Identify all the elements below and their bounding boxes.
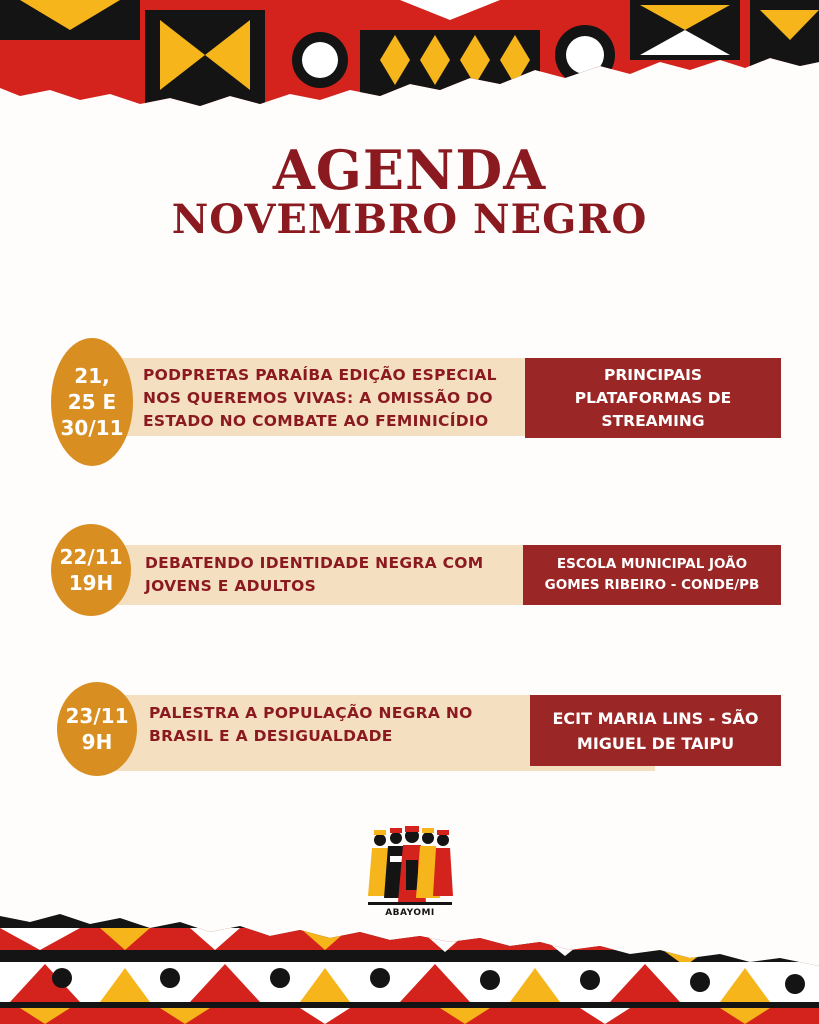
date-line: 19H [68, 571, 114, 595]
event-title [149, 702, 473, 748]
date-line: 23/11 [65, 704, 129, 728]
date-line: 25 E [67, 390, 117, 414]
date-line: 22/11 [59, 545, 123, 569]
event-title-line: PODPRETAS PARAÍBA EDIÇÃO ESPECIAL [143, 366, 497, 384]
event-title [145, 552, 483, 598]
logo-name: ABAYOMI [385, 908, 435, 918]
date-line: 9H [81, 730, 113, 754]
top-pattern-graphic [0, 0, 819, 110]
location-line: ESCOLA MUNICIPAL JOÃO [556, 556, 748, 572]
bottom-pattern-graphic [0, 908, 819, 1024]
location-line: STREAMING [601, 411, 705, 430]
event-title-line: PALESTRA A POPULAÇÃO NEGRA NO [149, 704, 473, 722]
location-line: PLATAFORMAS DE [574, 388, 732, 407]
date-line: 30/11 [60, 416, 124, 440]
top-fabric-pattern [0, 0, 819, 110]
page-subtitle: NOVEMBRO NEGRO [171, 196, 648, 243]
event-title-line: BRASIL E A DESIGUALDADE [149, 727, 393, 745]
event-title-line: JOVENS E ADULTOS [145, 577, 317, 595]
location-line: PRINCIPAIS [603, 365, 703, 384]
event-title [143, 364, 497, 433]
event-location [525, 358, 781, 438]
event-location [530, 695, 781, 766]
date-badge [51, 524, 131, 616]
abayomi-dolls-icon [366, 826, 454, 910]
location-line: GOMES RIBEIRO - CONDE/PB [544, 577, 760, 593]
event-location [523, 545, 781, 605]
date-line: 21, [74, 364, 110, 388]
bottom-fabric-pattern [0, 908, 819, 1024]
location-line: ECIT MARIA LINS - SÃO [552, 708, 759, 728]
page-title: AGENDA [272, 138, 547, 202]
date-badge [51, 338, 133, 466]
event-title-line: ESTADO NO COMBATE AO FEMINICÍDIO [143, 412, 489, 430]
event-title-line: NOS QUEREMOS VIVAS: A OMISSÃO DO [143, 389, 493, 407]
date-badge [57, 682, 137, 776]
event-title-line: DEBATENDO IDENTIDADE NEGRA COM [145, 554, 484, 572]
location-line: MIGUEL DE TAIPU [576, 733, 735, 753]
